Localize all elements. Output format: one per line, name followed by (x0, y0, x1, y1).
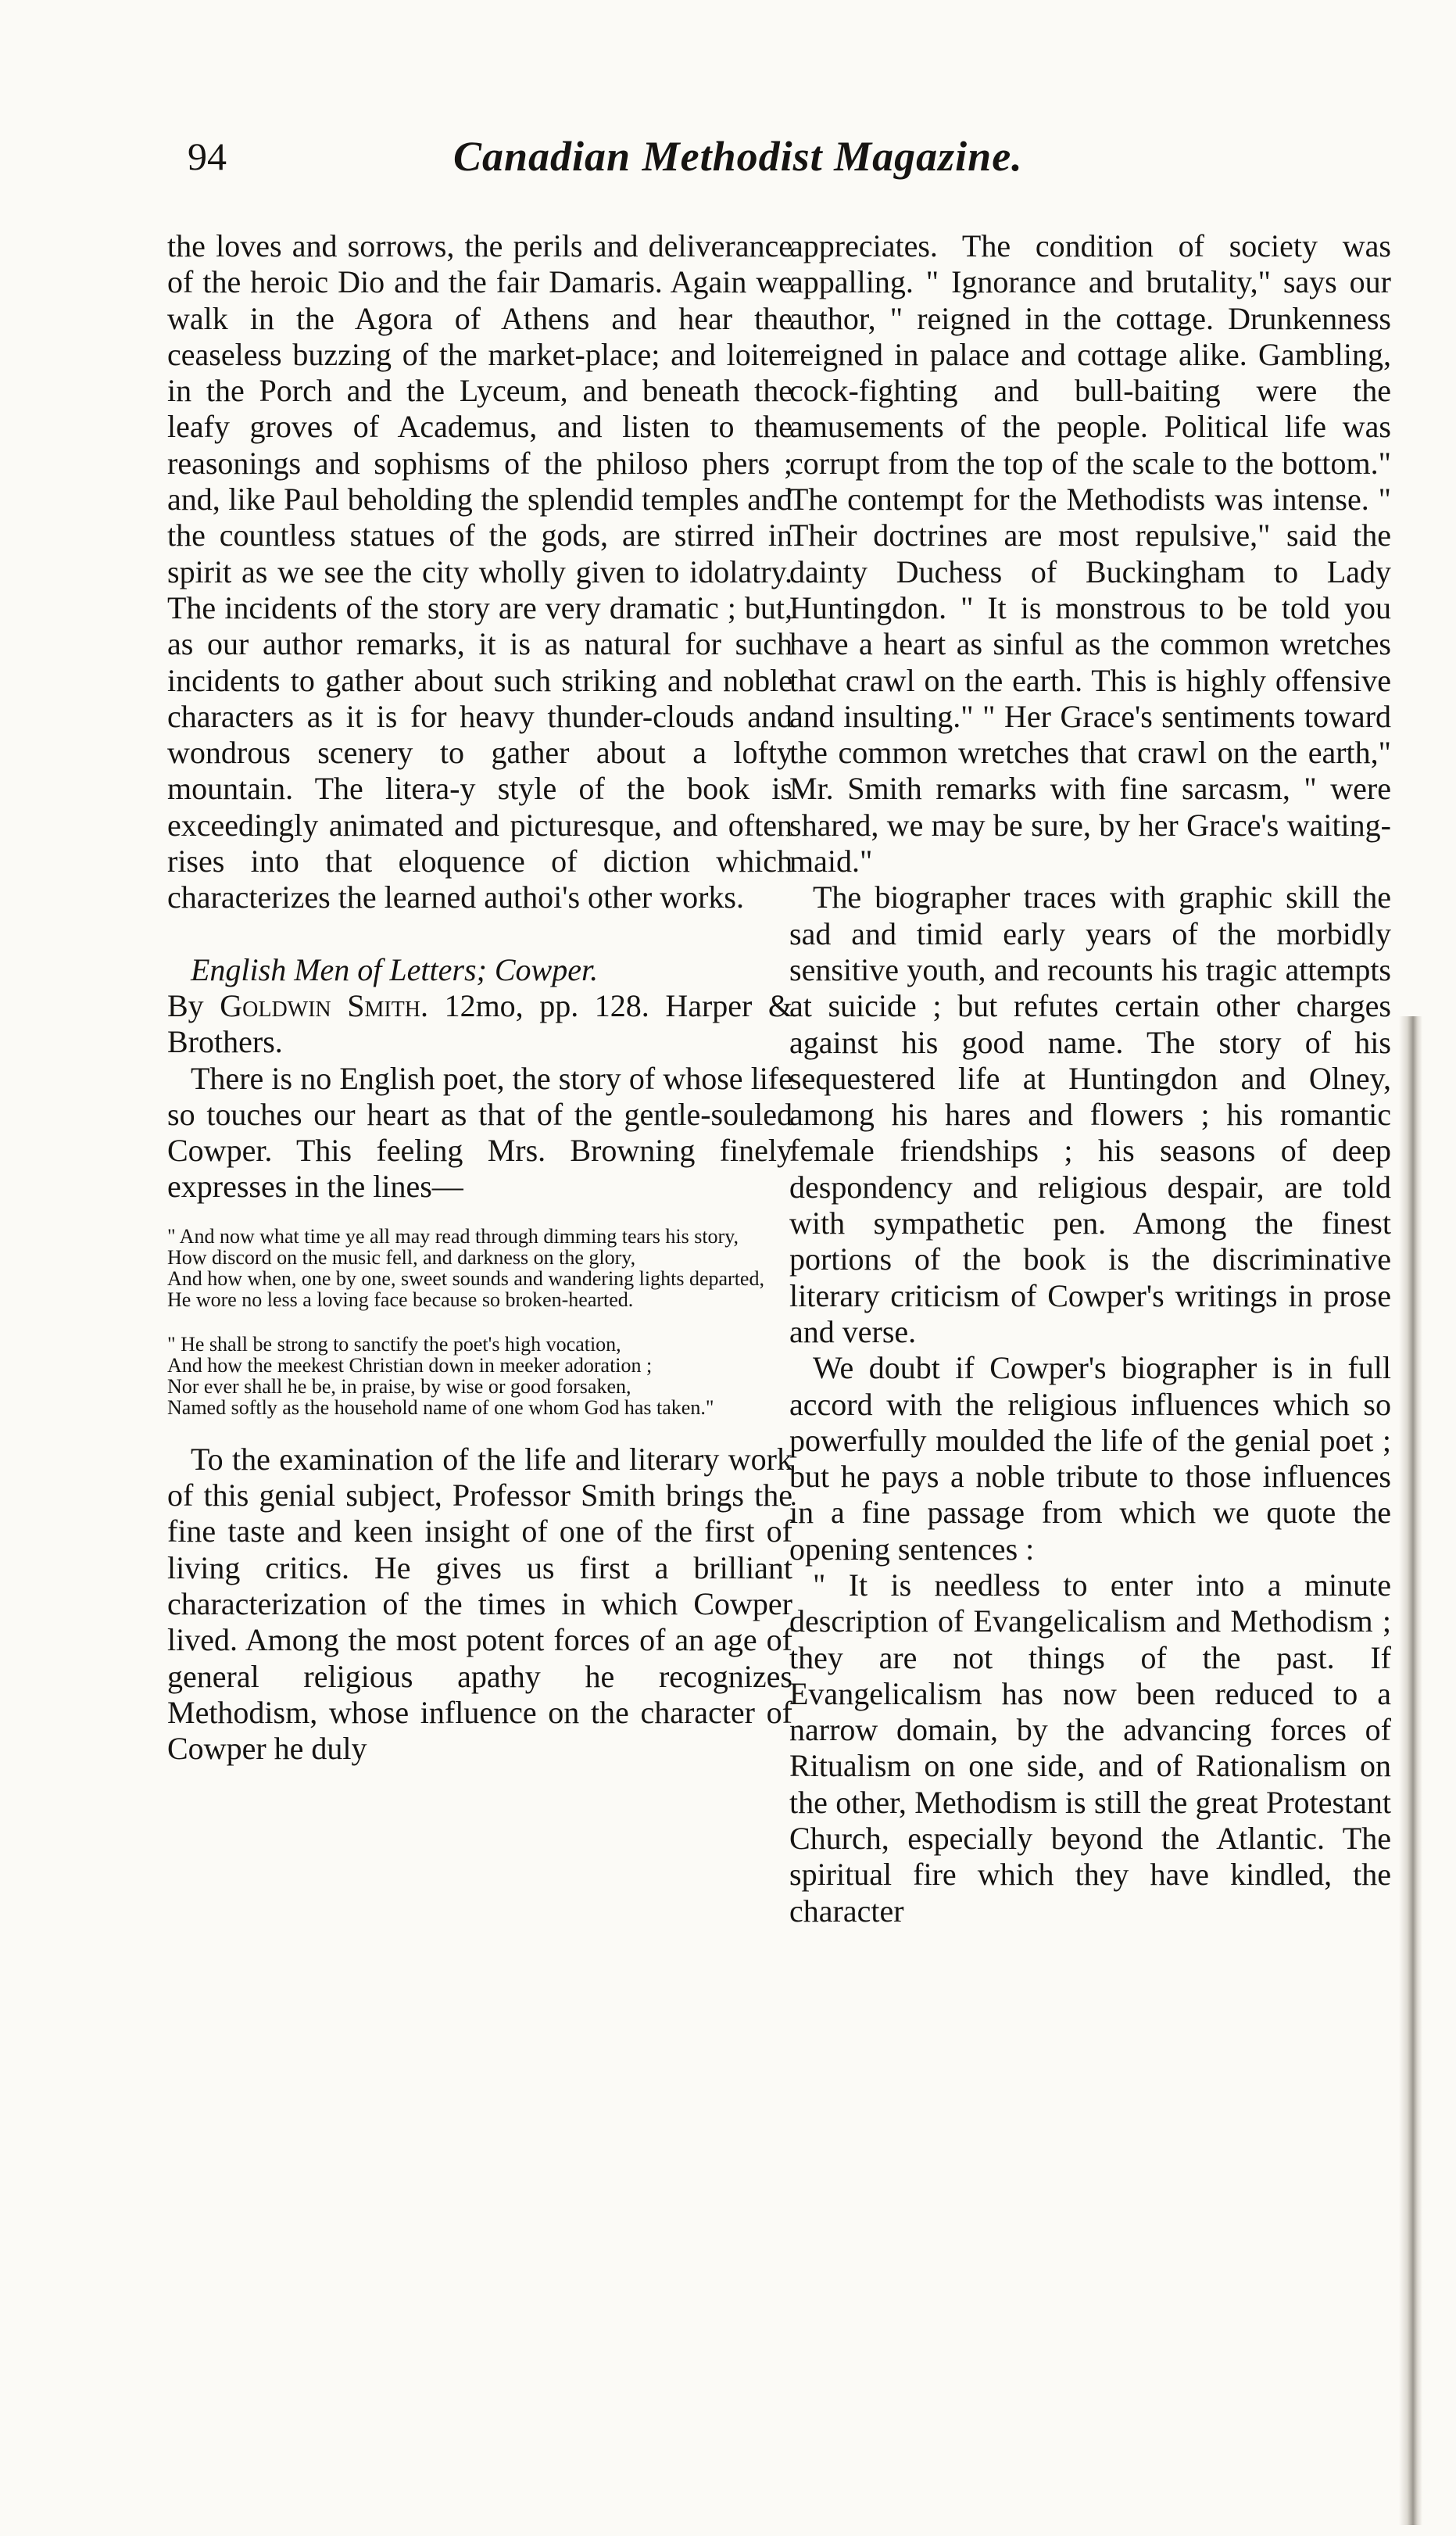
page-edge-shadow (1399, 1016, 1422, 2525)
bibliography-details (167, 988, 792, 1061)
paragraph: The biographer traces with graphic skill the sad and timid early years of the morbidly sensitive youth, and recounts his tragic attempts at suicide ; but refutes certain other charges against his good name. The story of his sequestered life at Huntingdon and Olney, among his hares and flowers ; his romantic female friendships ; his seasons of deep despondency and religious despair, are told with sympathetic pen. Among the finest portions of the book is the discriminative literary criticism of Cowper's writings in prose and verse. (789, 879, 1391, 1349)
book-title: English Men of Letters; Cowper. (191, 951, 599, 987)
right-column (789, 228, 1391, 1929)
paragraph: appreciates. The condition of society was appalling. " Ignorance and brutality," says our author, " reigned in the cottage. Drunkenness reigned in palace and cottage alike. Gambling, cock-fighting and bull-baiting were the amusements of the people. Political life was corrupt from the top of the scale to the bottom." The contempt for the Methodists was intense. " Their doctrines are most repulsive," said the dainty Duchess of Buckingham to Lady Huntingdon. " It is monstrous to be told you have a heart as sinful as the common wretches that crawl on the earth. This is highly offensive and insulting." " Her Grace's sentiments toward the common wretches that crawl on the earth," Mr. Smith remarks with fine sarcasm, " were shared, we may be sure, by her Grace's waiting-maid." (789, 228, 1391, 879)
paragraph: the loves and sorrows, the perils and deliverance of the heroic Dio and the fair Damaris. Again we walk in the Agora of Athens and hear the ceaseless buzzing of the market-place; and loiter in the Porch and the Lyceum, and beneath the leafy groves of Academus, and listen to the reasonings and sophisms of the philoso phers ; and, like Paul beholding the splendid temples and the countless statues of the gods, are stirred in spirit as we see the city wholly given to idolatry. The incidents of the story are very dramatic ; but, as our author remarks, it is as natural for such incidents to gather about such striking and noble characters as it is for heavy thunder-clouds and wondrous scenery to gather about a lofty mountain. The litera-y style of the book is exceedingly animated and picturesque, and often rises into that eloquence of diction which characterizes the learned authoi's other works. (167, 228, 792, 915)
poem-line: " He shall be strong to sanctify the poet's high vocation, (167, 1332, 621, 1356)
poem-line: Named softly as the household name of one whom God has taken." (167, 1395, 714, 1419)
poem-stanza (167, 1226, 792, 1310)
poem-line: " And now what time ye all may read through dimming tears his story, (167, 1224, 739, 1248)
left-column (167, 228, 792, 1767)
biblio-author: Goldwin Smith. (220, 987, 428, 1023)
poem-stanza (167, 1334, 792, 1418)
paragraph: To the examination of the life and literary work of this genial subject, Professor Smith brings the fine taste and keen insight of one of the first of living critics. He gives us first a brilliant characterization of the times in which Cowper lived. Among the most potent forces of an age of general religious apathy he recognizes Methodism, whose influence on the character of Cowper he duly (167, 1441, 792, 1767)
poem-line: How discord on the music fell, and darkness on the glory, (167, 1245, 636, 1269)
biblio-by: By (167, 987, 204, 1023)
poem-quote (167, 1226, 792, 1418)
poem-line: And how when, one by one, sweet sounds and wandering lights departed, (167, 1266, 764, 1290)
poem-line: Nor ever shall he be, in praise, by wise or good forsaken, (167, 1374, 631, 1398)
running-head: Canadian Methodist Magazine. (453, 133, 1023, 180)
page-number: 94 (188, 134, 227, 178)
poem-line: He wore no less a loving face because so broken-hearted. (167, 1288, 634, 1311)
paragraph: " It is needless to enter into a minute description of Evangelicalism and Methodism ; they are not things of the past. If Evangelicalism has now been reduced to a narrow domain, by the advancing forces of Ritualism on one side, and of Rationalism on the other, Methodism is still the great Protestant Church, especially beyond the Atlantic. The spiritual fire which they have kindled, the character (789, 1567, 1391, 1929)
page-header (188, 125, 1157, 188)
paragraph: There is no English poet, the story of whose life so touches our heart as that of the gentle-souled Cowper. This feeling Mrs. Browning finely expresses in the lines— (167, 1060, 792, 1205)
bibliography-entry (167, 952, 792, 988)
poem-line: And how the meekest Christian down in meeker adoration ; (167, 1353, 653, 1377)
biblio-format: 12mo, pp. 128. Harper & Brothers. (167, 987, 793, 1060)
paragraph: We doubt if Cowper's biographer is in full accord with the religious influences which so powerfully moulded the life of the genial poet ; but he pays a noble tribute to those influences in a fine passage from which we quote the opening sentences : (789, 1350, 1391, 1567)
